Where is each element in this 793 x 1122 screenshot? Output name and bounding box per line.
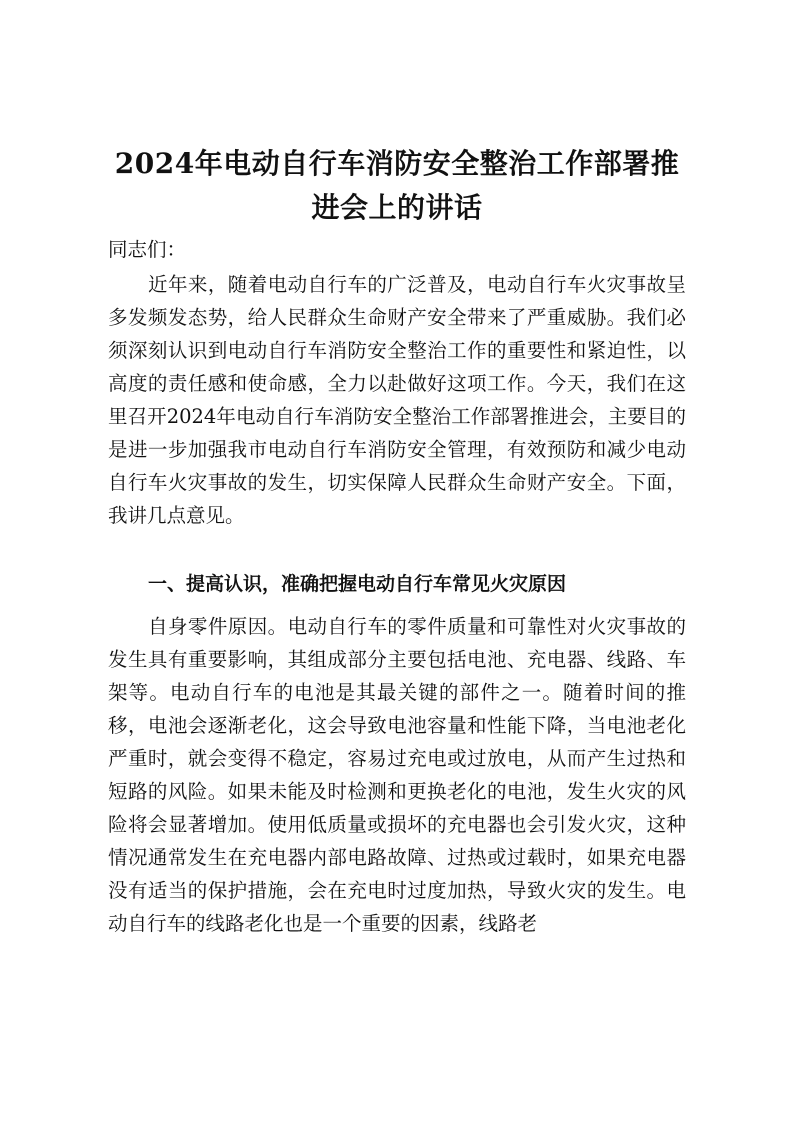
section-heading-1: 一、提高认识，准确把握电动自行车常见火灾原因 (148, 573, 567, 595)
document-title: 2024年电动自行车消防安全整治工作部署推进会上的讲话 (114, 147, 680, 224)
section-1-paragraph: 自身零件原因。电动自行车的零件质量和可靠性对火灾事故的发生具有重要影响，其组成部分主要包括电池、充电器、线路、车架等。电动自行车的电池是其最关键的部件之一。随着时间的推移，电池会逐渐老化，这会导致电池容量和性能下降，当电池老化严重时，就会变得不稳定，容易过充电或过放电，从而产生过热和短路的风险。如果未能及时检测和更换老化的电池，发生火灾的风险将会显著增加。使用低质量或损坏的充电器也会引发火灾，这种情况通常发生在充电器内部电路故障、过热或过载时，如果充电器没有适当的保护措施，会在充电时过度加热，导致火灾的发生。电动自行车的线路老化也是一个重要的因素，线路老 (108, 615, 686, 935)
salutation: 同志们： (108, 238, 187, 261)
intro-paragraph: 近年来，随着电动自行车的广泛普及，电动自行车火灾事故呈多发频发态势，给人民群众生命财产安全带来了严重威胁。我们必须深刻认识到电动自行车消防安全整治工作的重要性和紧迫性，以高度的责任感和使命感，全力以赴做好这项工作。今天，我们在这里召开2024年电动自行车消防安全整治工作部署推进会，主要目的是进一步加强我市电动自行车消防安全管理，有效预防和减少电动自行车火灾事故的发生，切实保障人民群众生命财产安全。下面，我讲几点意见。 (108, 273, 686, 527)
